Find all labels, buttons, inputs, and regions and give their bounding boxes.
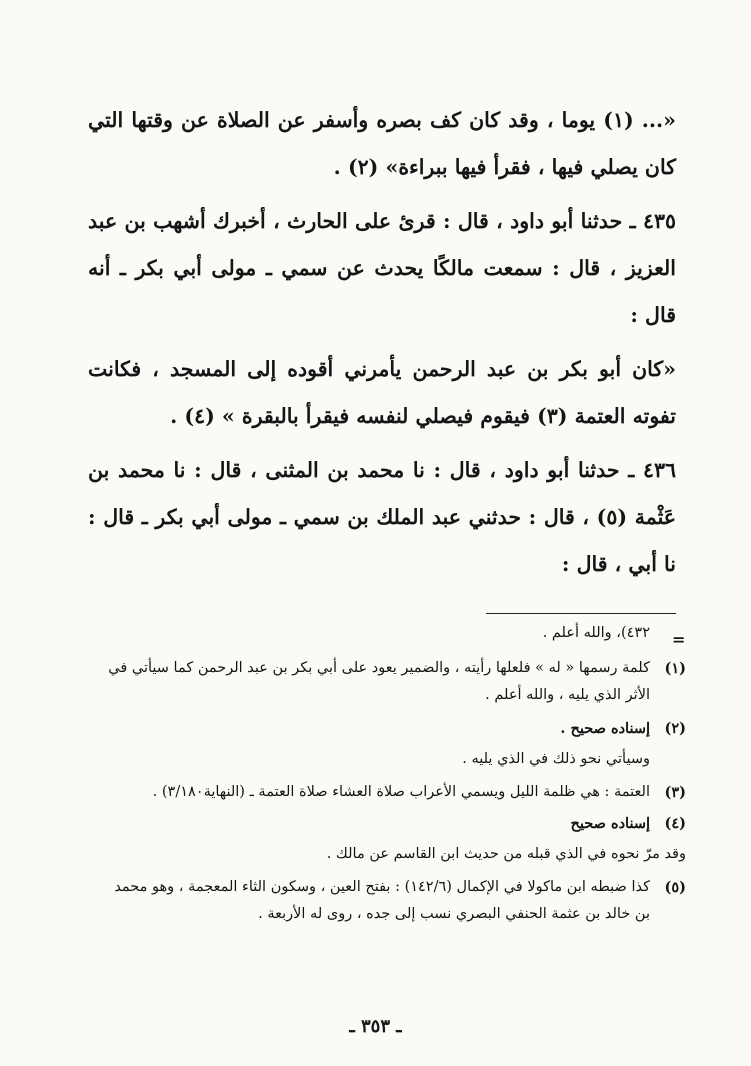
footnote-text: كلمة رسمها « له » فلعلها رأيته ، والضمير يعود على أبي بكر بن عبد الرحمن كما سيأتي في الأثر الذي يليه ، والله أعلم . [108,660,650,703]
footnote-number: (٢) [664,720,686,737]
footnote-text: إسناده صحيح . [560,720,650,737]
footnote-text: إسناده صحيح [570,815,650,832]
footnote-separator [486,613,676,614]
footnote-number: (١) [664,660,686,677]
continuation-mark: = [672,630,686,649]
hadith-435-matn [88,346,676,440]
footnotes [106,620,686,928]
footnote-3 [106,779,686,806]
paragraph-text: «... (١) يوما ، وقد كان كف بصره وأسفر عن الصلاة عن وقتها التي كان يصلي فيها ، فقرأ فيها ببراءة» (٢) . [88,108,676,179]
paragraph-text: «كان أبو بكر بن عبد الرحمن يأمرني أقوده إلى المسجد ، فكانت تفوته العتمة (٣) فيقوم فيصلي لنفسه فيقرأ بالبقرة » (٤) . [88,357,676,428]
footnote-number: (٣) [664,784,686,801]
footnote-number: (٥) [664,879,686,896]
hadith-435-isnad [88,198,676,339]
page-number: ـ ٣٥٣ ـ [349,1016,402,1037]
footnote-continuation: ٤٣٢)، والله أعلم . [542,625,650,641]
footnote-1 [106,655,686,709]
footnote-5 [106,874,686,928]
footnote-4-extra: وقد مرّ نحوه في الذي قبله من حديث ابن القاسم عن مالك . [326,846,686,862]
footnote-4 [106,810,686,837]
hadith-436-isnad [88,447,676,588]
footnote-text: كذا ضبطه ابن ماكولا في الإكمال (١٤٢/٦) : بفتح العين ، وسكون الثاء المعجمة ، وهو محمد بن خالد بن عثمة الحنفي البصري نسب إلى جده ، روى له الأربعة . [114,879,650,922]
footnote-2 [106,715,686,742]
paragraph-text: ٤٣٦ ـ حدثنا أبو داود ، قال : نا محمد بن المثنى ، قال : نا محمد بن عَثْمة (٥) ، قال : حدثني عبد الملك بن سمي ـ مولى أبي بكر ـ قال : نا أبي ، قال : [88,458,676,576]
footnote-2-extra: وسيأتي نحو ذلك في الذي يليه . [462,751,650,767]
paragraph-text: ٤٣٥ ـ حدثنا أبو داود ، قال : قرئ على الحارث ، أخبرك أشهب بن عبد العزيز ، قال : سمعت مالكًا يحدث عن سمي ـ مولى أبي بكر ـ أنه قال : [88,209,676,327]
footnote-number: (٤) [664,815,686,832]
footnote-text: العتمة : هي ظلمة الليل ويسمي الأعراب صلاة العشاء صلاة العتمة ـ (النهاية٣/١٨٠) . [152,784,650,800]
paragraph-cont [88,97,676,191]
